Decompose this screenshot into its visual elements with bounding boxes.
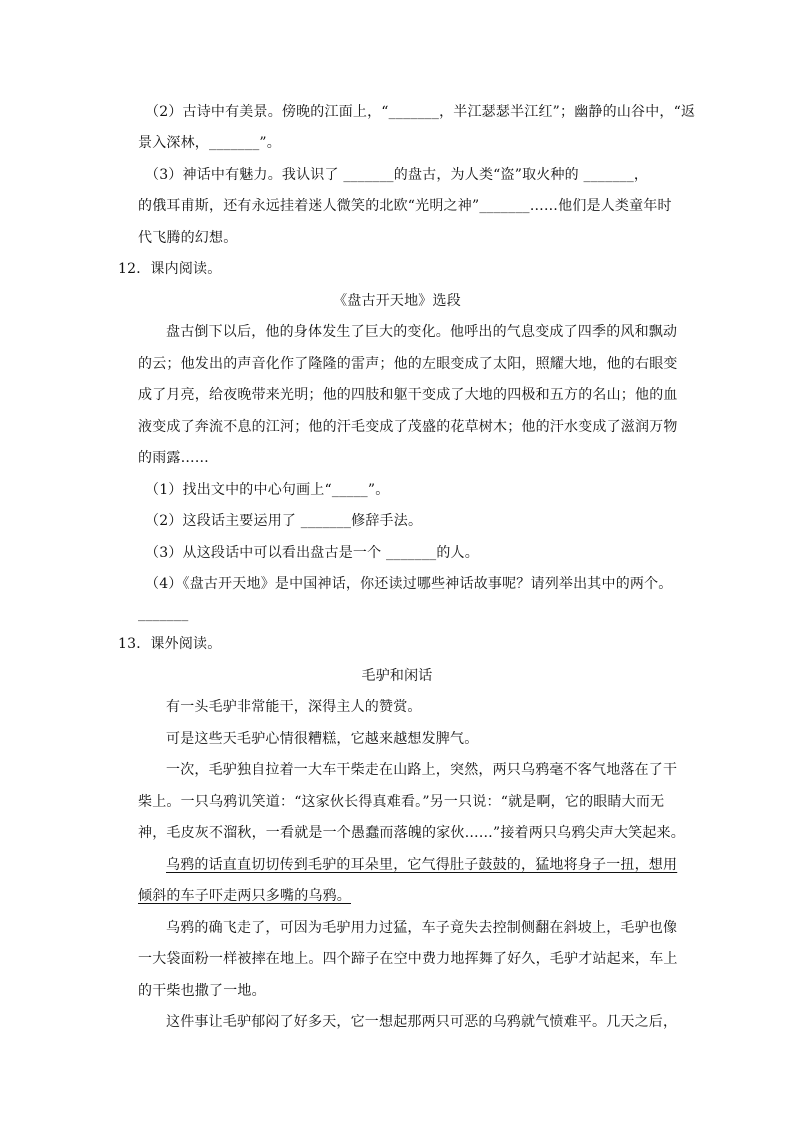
q13-para5-line2: 一大袋面粉一样被摔在地上。四个蹄子在空中费力地挥舞了好久，毛驴才站起来，车上 — [138, 951, 678, 967]
q13-para6: 这件事让毛驴郁闷了好多天，它一想起那两只可恶的乌鸦就气愤难平。几天之后， — [166, 1014, 678, 1030]
q13-para5-line3: 的干柴也撒了一地。 — [138, 983, 266, 999]
q12-title: 《盘古开天地》选段 — [333, 293, 461, 309]
q13-para1: 有一头毛驴非常能干，深得主人的赞赏。 — [166, 699, 422, 715]
q13-para5-line1: 乌鸦的确飞走了，可因为毛驴用力过猛，车子竟失去控制侧翻在斜坡上，毛驴也像 — [166, 920, 678, 936]
q11-part3-line3: 代飞腾的幻想。 — [138, 230, 238, 246]
q11-part2-line1: （2）古诗中有美景。傍晚的江面上，“_______，半江瑟瑟半江红”；幽静的山谷中，“返 — [145, 104, 696, 120]
q13-para3-line3: 神，毛皮灰不溜秋，一看就是一个愚蠢而落魄的家伙……”接着两只乌鸦尖声大笑起来。 — [138, 825, 685, 841]
q11-part2-line2: 景入深林，_______”。 — [138, 135, 281, 151]
q13-title: 毛驴和闲话 — [361, 668, 433, 684]
q12-passage-line3: 成了月亮，给夜晚带来光明；他的四肢和躯干变成了大地的四极和五方的名山；他的血 — [138, 387, 678, 403]
q12-passage-line5: 的雨露…… — [138, 450, 209, 466]
q13-para4-underlined-line2: 倾斜的车子吓走两只多嘴的乌鸦。 — [138, 888, 351, 904]
q12-passage-line4: 液变成了奔流不息的江河；他的汗毛变成了茂盛的花草树木；他的汗水变成了滋润万物 — [138, 419, 678, 435]
q13-para2: 可是这些天毛驴心情很糟糕，它越来越想发脾气。 — [166, 731, 479, 747]
q11-part3-line2: 的俄耳甫斯，还有永远挂着迷人微笑的北欧“光明之神”_______……他们是人类童年时 — [138, 198, 672, 214]
q12-answer-blank: _______ — [138, 606, 189, 622]
q12-heading: 12．课内阅读。 — [118, 261, 222, 277]
q13-heading: 13．课外阅读。 — [118, 636, 222, 652]
q12-question-2: （2）这段话主要运用了 _______修辞手法。 — [145, 513, 423, 529]
q12-question-4: （4）《盘古开天地》是中国神话，你还读过哪些神话故事呢？请列举出其中的两个。 — [145, 576, 673, 592]
q12-passage-line2: 的云；他发出的声音化作了隆隆的雷声；他的左眼变成了太阳，照耀大地，他的右眼变 — [138, 356, 678, 372]
q12-question-1: （1）找出文中的中心句画上“_____”。 — [145, 482, 390, 498]
q13-para3-line2: 柴上。一只乌鸦讥笑道：“这家伙长得真难看。”另一只说：“就是啊，它的眼睛大而无 — [138, 794, 665, 810]
q13-para3-line1: 一次，毛驴独自拉着一大车干柴走在山路上，突然，两只乌鸦毫不客气地落在了干 — [166, 762, 678, 778]
q13-para4-underlined-line1: 乌鸦的话直直切切传到毛驴的耳朵里，它气得肚子鼓鼓的，猛地将身子一扭，想用 — [166, 857, 678, 873]
q11-part3-line1: （3）神话中有魅力。我认识了 _______的盘古，为人类“盗”取火种的 _______， — [145, 167, 649, 183]
q12-question-3: （3）从这段话中可以看出盘古是一个 _______的人。 — [145, 545, 479, 561]
q12-passage-line1: 盘古倒下以后，他的身体发生了巨大的变化。他呼出的气息变成了四季的风和飘动 — [166, 324, 678, 340]
